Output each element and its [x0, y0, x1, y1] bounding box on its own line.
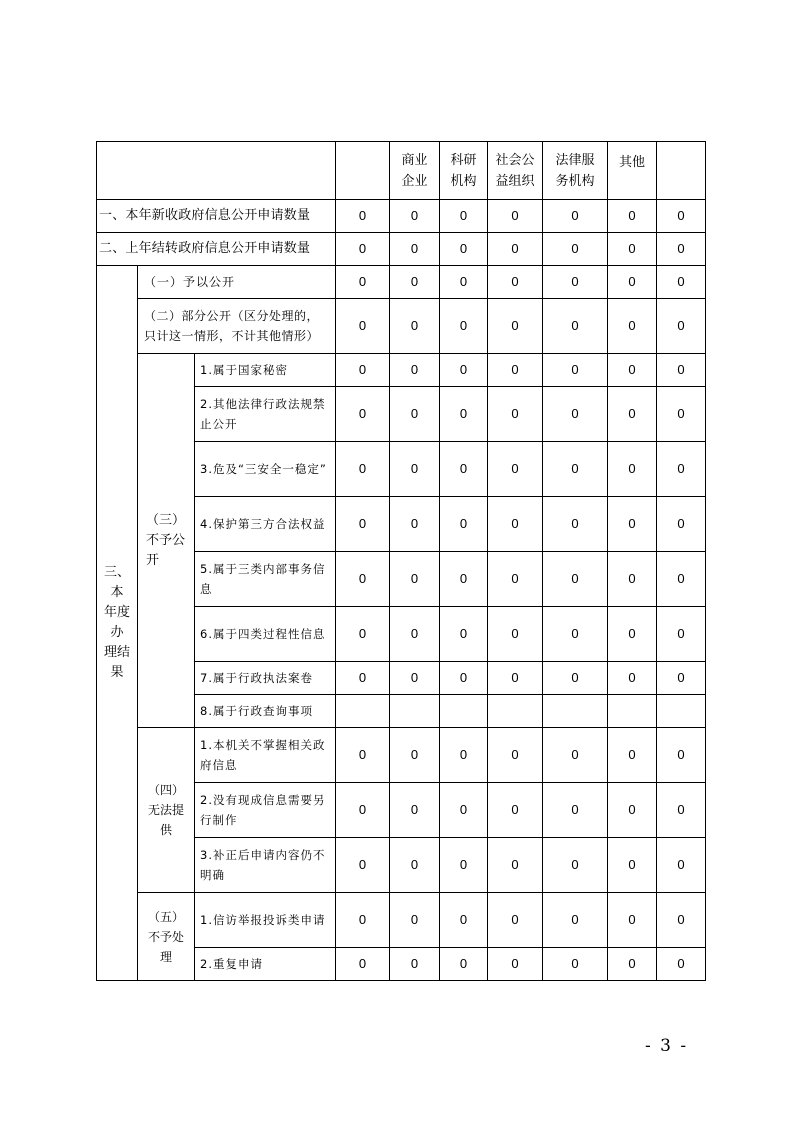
value-cell: 0 [657, 442, 706, 497]
value-cell: 0 [440, 662, 488, 695]
value-cell: 0 [488, 838, 543, 893]
value-cell: 0 [336, 442, 390, 497]
value-cell: 0 [657, 200, 706, 233]
row-label: 1.本机关不掌握相关政府信息 [195, 728, 336, 783]
value-cell: 0 [390, 728, 440, 783]
value-cell: 0 [488, 299, 543, 354]
value-cell: 0 [543, 266, 608, 299]
row-label: 1.属于国家秘密 [195, 354, 336, 387]
table-row [97, 893, 706, 948]
value-cell: 0 [440, 497, 488, 552]
value-cell: 0 [390, 299, 440, 354]
value-cell: 0 [488, 607, 543, 662]
value-cell: 0 [390, 354, 440, 387]
value-cell: 0 [336, 893, 390, 948]
table-row [97, 299, 706, 354]
header-cell [336, 142, 390, 200]
value-cell: 0 [440, 838, 488, 893]
value-cell: 0 [336, 299, 390, 354]
table-row [97, 728, 706, 783]
value-cell: 0 [440, 200, 488, 233]
row-label: 二、上年结转政府信息公开申请数量 [97, 233, 336, 266]
value-cell: 0 [657, 497, 706, 552]
row-label: 1.信访举报投诉类申请 [195, 893, 336, 948]
value-cell: 0 [336, 354, 390, 387]
value-cell: 0 [488, 200, 543, 233]
header-cell: 法律服 务机构 [543, 142, 608, 200]
row-label: （二）部分公开（区分处理的，只计这一情形，不计其他情形） [138, 299, 336, 354]
value-cell: 0 [608, 200, 657, 233]
value-cell: 0 [390, 552, 440, 607]
value-cell: 0 [657, 233, 706, 266]
table-row [97, 354, 706, 387]
row-label: 8.属于行政查询事项 [195, 695, 336, 728]
row-label: 2.重复申请 [195, 948, 336, 981]
page-number: - 3 - [645, 1036, 689, 1056]
value-cell: 0 [488, 387, 543, 442]
value-cell: 0 [488, 442, 543, 497]
value-cell: 0 [440, 948, 488, 981]
value-cell [336, 695, 390, 728]
value-cell: 0 [657, 662, 706, 695]
value-cell: 0 [543, 497, 608, 552]
value-cell: 0 [543, 662, 608, 695]
value-cell [488, 695, 543, 728]
value-cell: 0 [608, 266, 657, 299]
value-cell: 0 [543, 200, 608, 233]
row-label: 2.其他法律行政法规禁止公开 [195, 387, 336, 442]
value-cell: 0 [336, 783, 390, 838]
value-cell: 0 [390, 948, 440, 981]
value-cell: 0 [488, 354, 543, 387]
value-cell: 0 [488, 552, 543, 607]
value-cell [390, 695, 440, 728]
value-cell: 0 [608, 497, 657, 552]
value-cell: 0 [336, 607, 390, 662]
value-cell: 0 [336, 266, 390, 299]
value-cell: 0 [336, 838, 390, 893]
value-cell: 0 [543, 607, 608, 662]
value-cell: 0 [390, 662, 440, 695]
value-cell: 0 [608, 442, 657, 497]
value-cell: 0 [543, 948, 608, 981]
value-cell: 0 [488, 893, 543, 948]
value-cell: 0 [608, 893, 657, 948]
value-cell [440, 695, 488, 728]
value-cell: 0 [336, 200, 390, 233]
value-cell: 0 [390, 442, 440, 497]
header-row [97, 142, 706, 200]
value-cell: 0 [543, 442, 608, 497]
value-cell: 0 [440, 728, 488, 783]
statistics-table [96, 141, 706, 981]
value-cell: 0 [440, 783, 488, 838]
value-cell: 0 [336, 728, 390, 783]
value-cell: 0 [543, 893, 608, 948]
value-cell: 0 [608, 233, 657, 266]
value-cell: 0 [440, 552, 488, 607]
row-label: 3.危及“三安全一稳定” [195, 442, 336, 497]
value-cell: 0 [440, 387, 488, 442]
value-cell [657, 695, 706, 728]
table-row [97, 200, 706, 233]
value-cell: 0 [440, 299, 488, 354]
group-label: （三） 不予公 开 [138, 354, 195, 728]
value-cell: 0 [336, 387, 390, 442]
value-cell: 0 [657, 893, 706, 948]
value-cell: 0 [488, 497, 543, 552]
value-cell: 0 [608, 607, 657, 662]
value-cell: 0 [488, 233, 543, 266]
value-cell: 0 [488, 783, 543, 838]
header-cell: 社会公 益组织 [488, 142, 543, 200]
row-label: （一）予以公开 [138, 266, 336, 299]
value-cell: 0 [488, 728, 543, 783]
header-cell: 商业 企业 [390, 142, 440, 200]
value-cell: 0 [657, 838, 706, 893]
value-cell: 0 [440, 233, 488, 266]
value-cell: 0 [543, 299, 608, 354]
value-cell: 0 [543, 552, 608, 607]
value-cell: 0 [440, 442, 488, 497]
header-cell: 科研 机构 [440, 142, 488, 200]
value-cell: 0 [608, 662, 657, 695]
value-cell: 0 [608, 387, 657, 442]
section-label: 三、本 年度办 理结果 [97, 266, 138, 981]
value-cell: 0 [543, 387, 608, 442]
table-row [97, 266, 706, 299]
value-cell: 0 [608, 354, 657, 387]
table-row [97, 233, 706, 266]
group-label: （四） 无法提 供 [138, 728, 195, 893]
value-cell: 0 [657, 266, 706, 299]
row-label: 7.属于行政执法案卷 [195, 662, 336, 695]
value-cell [608, 695, 657, 728]
value-cell: 0 [440, 354, 488, 387]
value-cell: 0 [657, 607, 706, 662]
value-cell: 0 [390, 200, 440, 233]
value-cell [543, 695, 608, 728]
value-cell: 0 [543, 838, 608, 893]
row-label: 一、本年新收政府信息公开申请数量 [97, 200, 336, 233]
value-cell: 0 [390, 387, 440, 442]
value-cell: 0 [440, 607, 488, 662]
value-cell: 0 [657, 783, 706, 838]
value-cell: 0 [336, 552, 390, 607]
group-label: （五） 不予处 理 [138, 893, 195, 981]
value-cell: 0 [608, 728, 657, 783]
value-cell: 0 [608, 948, 657, 981]
value-cell: 0 [390, 497, 440, 552]
header-cell [657, 142, 706, 200]
value-cell: 0 [657, 948, 706, 981]
value-cell: 0 [543, 728, 608, 783]
value-cell: 0 [543, 354, 608, 387]
value-cell: 0 [657, 728, 706, 783]
value-cell: 0 [390, 838, 440, 893]
row-label: 2.没有现成信息需要另行制作 [195, 783, 336, 838]
value-cell: 0 [336, 233, 390, 266]
value-cell: 0 [657, 552, 706, 607]
value-cell: 0 [608, 552, 657, 607]
value-cell: 0 [390, 893, 440, 948]
value-cell: 0 [488, 662, 543, 695]
value-cell: 0 [608, 299, 657, 354]
value-cell: 0 [608, 783, 657, 838]
row-label: 4.保护第三方合法权益 [195, 497, 336, 552]
value-cell: 0 [336, 662, 390, 695]
row-label: 6.属于四类过程性信息 [195, 607, 336, 662]
row-label: 3.补正后申请内容仍不明确 [195, 838, 336, 893]
value-cell: 0 [657, 387, 706, 442]
value-cell: 0 [336, 497, 390, 552]
value-cell: 0 [390, 233, 440, 266]
header-cell: 其他 [608, 142, 657, 200]
value-cell: 0 [657, 354, 706, 387]
value-cell: 0 [543, 783, 608, 838]
row-label: 5.属于三类内部事务信息 [195, 552, 336, 607]
value-cell: 0 [390, 607, 440, 662]
value-cell: 0 [440, 266, 488, 299]
value-cell: 0 [336, 948, 390, 981]
value-cell: 0 [390, 266, 440, 299]
value-cell: 0 [440, 893, 488, 948]
value-cell: 0 [543, 233, 608, 266]
header-corner-cell [97, 142, 336, 200]
value-cell: 0 [488, 266, 543, 299]
value-cell: 0 [390, 783, 440, 838]
value-cell: 0 [608, 838, 657, 893]
value-cell: 0 [657, 299, 706, 354]
value-cell: 0 [488, 948, 543, 981]
